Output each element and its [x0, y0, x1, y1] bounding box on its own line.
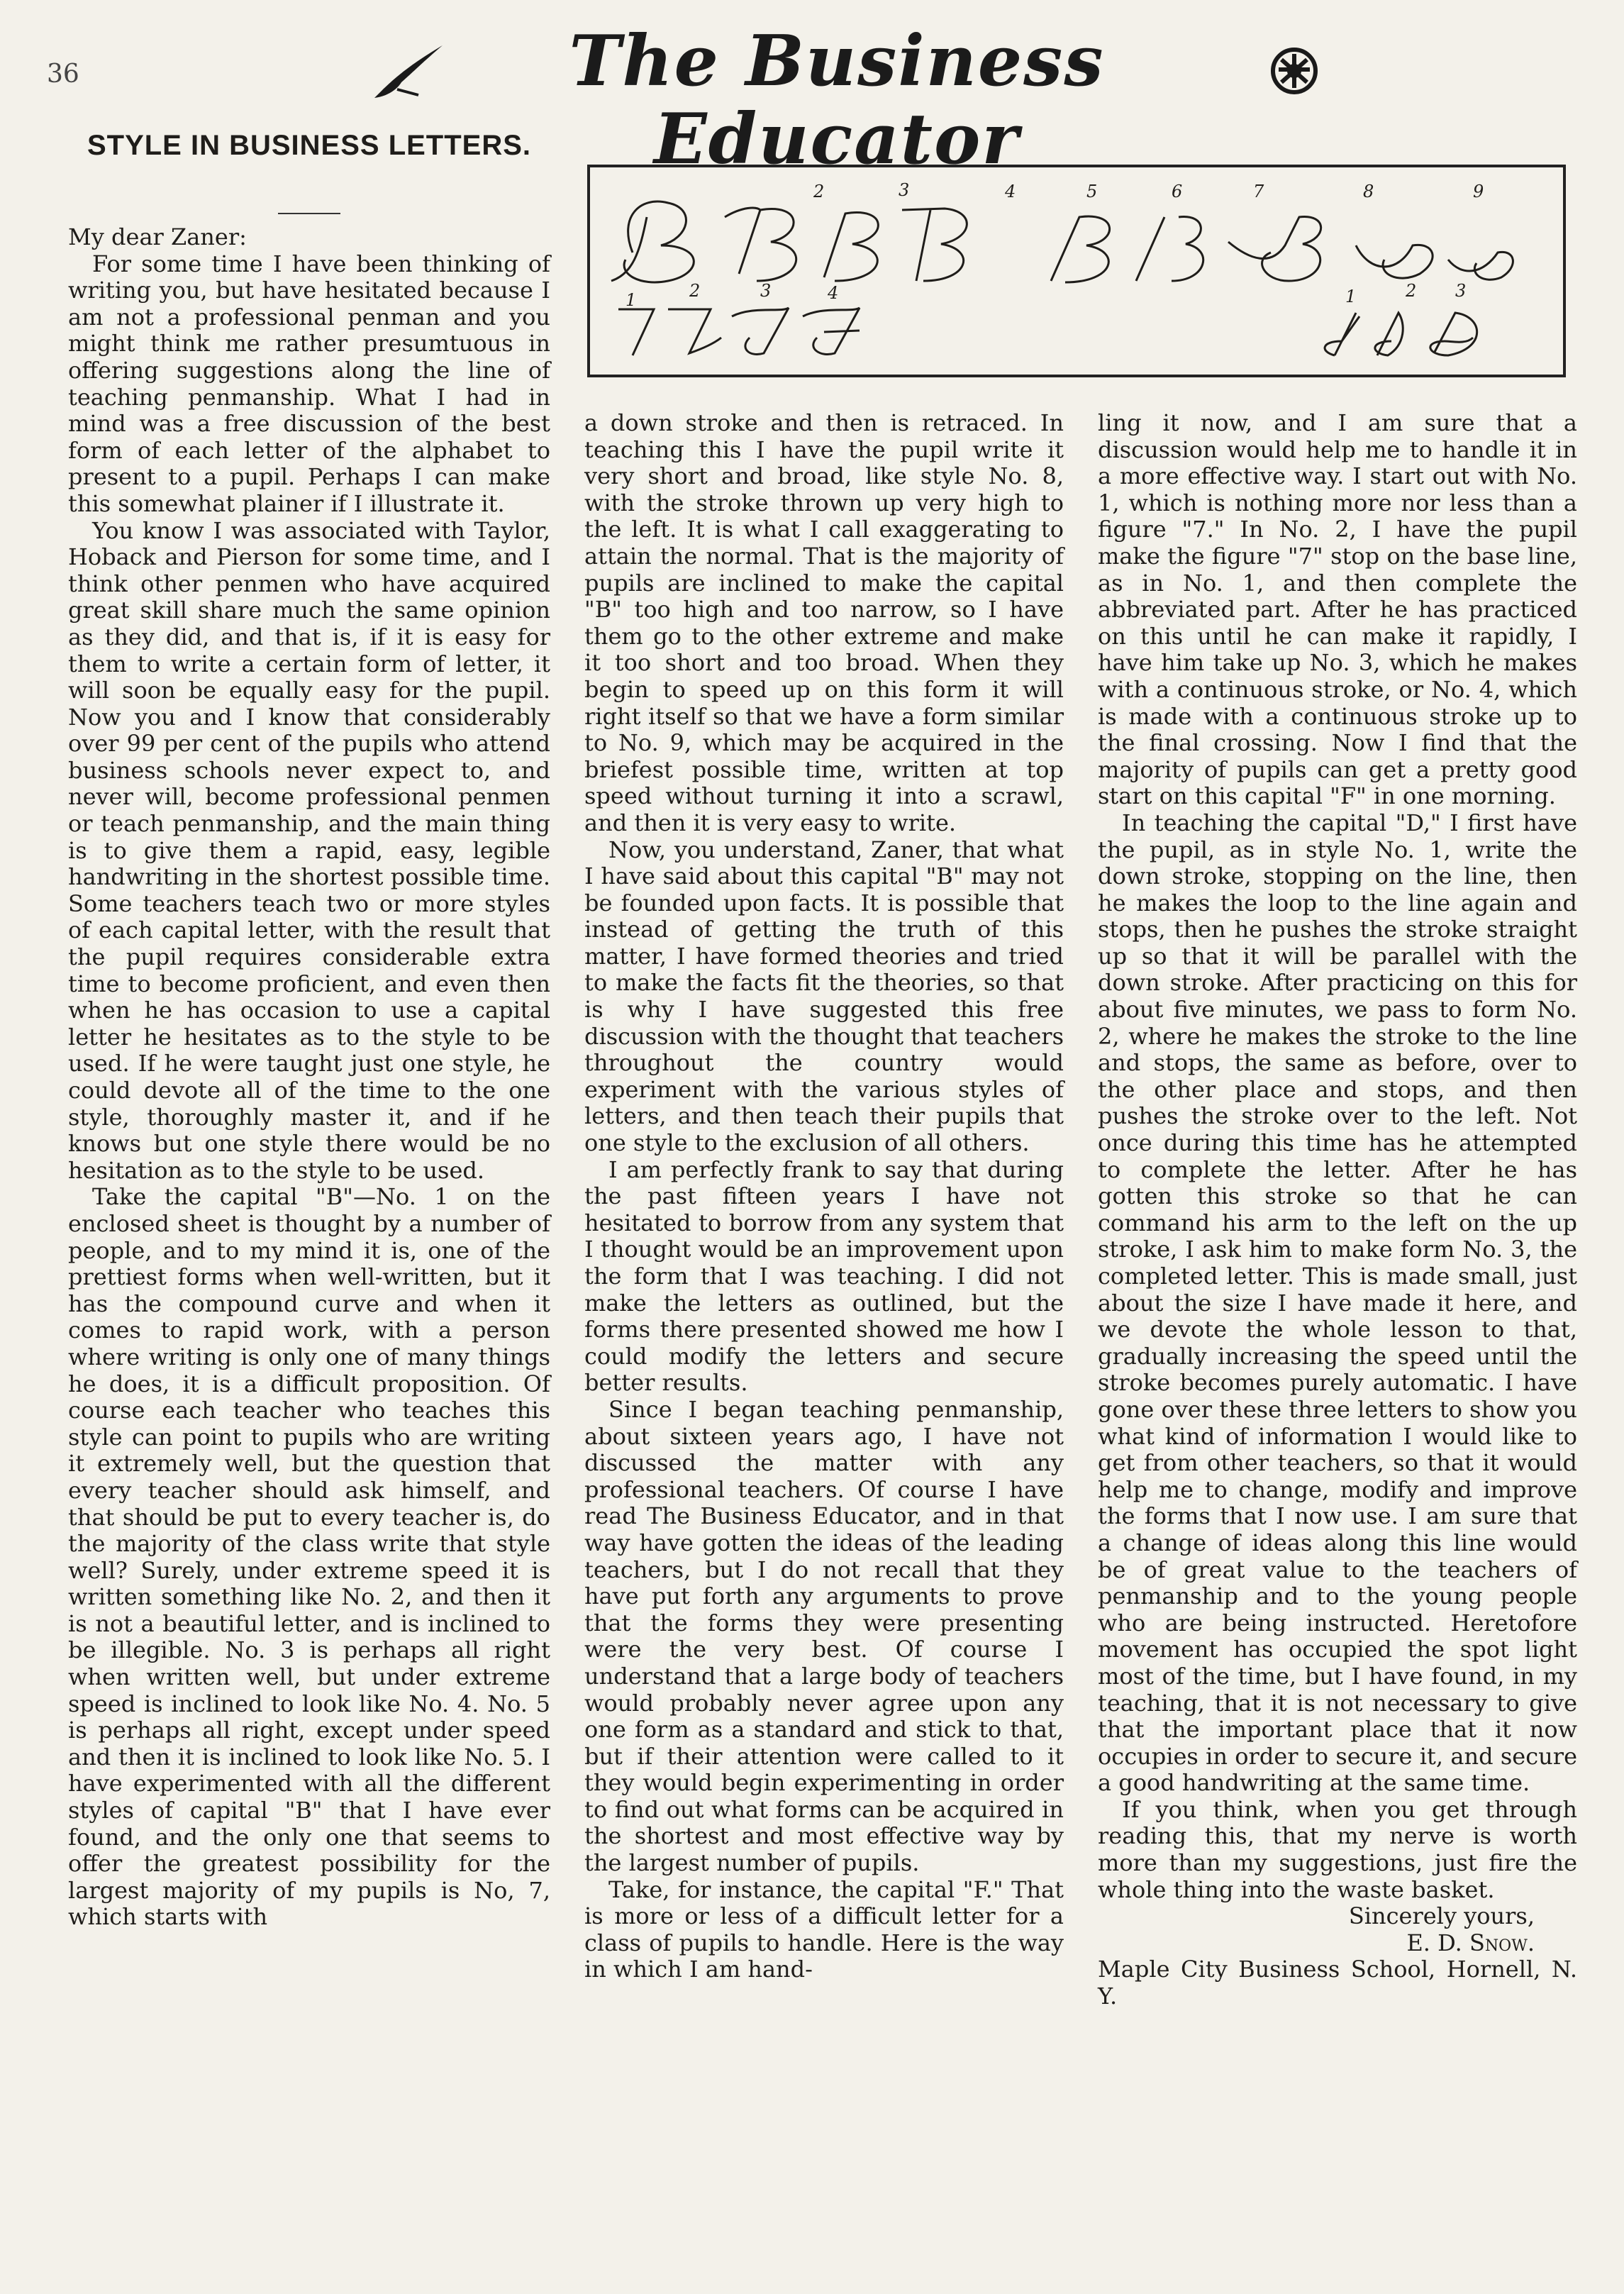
b-num-7: 7	[1253, 182, 1264, 201]
salutation: My dear Zaner:	[68, 223, 247, 250]
page-number: 36	[47, 60, 79, 89]
b-num-9: 9	[1473, 182, 1484, 201]
b-num-5: 5	[1086, 182, 1098, 201]
b-form-3	[824, 213, 878, 281]
signer-address: Maple City Business School, Hornell, N. Y.	[1098, 1956, 1577, 2010]
f-num-4: 4	[828, 283, 839, 303]
article-column-3	[1098, 410, 1577, 2010]
b-form-4	[902, 209, 967, 281]
paragraph: Take the capital "B"—No. 1 on the enclosed sheet is thought by a number of people, and to my mind it is, one of the prettiest forms when well-written, but it has the compound curve and when it comes to rapid work, with a person where writing is only one of many things he does, it is a difficult proposition. Of course each teacher who teaches this style can point to pupils who are writing it extremely well, but the question that every teacher should ask himself, and that should be put to every teacher is, do the majority of the class write that style well? Surely, under extreme speed it is written something like No. 2, and then it is not a beautiful letter, and is inclined to be illegible. No. 3 is perhaps all right when written well, but under extreme speed is inclined to look like No. 4. No. 5 is perhaps all right, except under speed and then it is inclined to look like No. 5. I have experimented with all the different styles of capital "B" that I have ever found, and the only one that seems to offer the greatest possibility for the largest majority of my pupils is No, 7, which starts with	[68, 1183, 550, 1931]
b-num-8: 8	[1363, 182, 1374, 201]
d-num-1: 1	[1345, 287, 1357, 306]
paragraph: Now, you understand, Zaner, that what I have said about this capital "B" may not be founded upon facts. It is possible that instead of getting the truth of this matter, I have formed theories and tried to make the facts fit the theories, so that is why I have suggested this free discussion with the thought that teachers throughout the country would experiment with the various styles of letters, and then teach their pupils that one style to the exclusion of all others.	[584, 836, 1064, 1157]
d-form-1	[1325, 313, 1359, 355]
f-num-1: 1	[625, 290, 637, 310]
title-rule	[278, 213, 340, 214]
f-form-3	[732, 308, 789, 354]
paragraph: Take, for instance, the capital "F." That is more or less of a difficult letter for a class of pupils to handle. Here is the way in which I am hand-	[584, 1875, 1064, 1983]
specimen-plate	[587, 165, 1566, 377]
f-form-1	[618, 309, 654, 355]
closing: Sincerely yours,	[1348, 1902, 1535, 1930]
f-form-4	[803, 308, 860, 354]
b-num-6: 6	[1172, 182, 1183, 201]
f-form-2	[668, 309, 721, 353]
b-form-9	[1448, 252, 1513, 279]
paragraph: You know I was associated with Taylor, Hoback and Pierson for some time, and I think other penmen who have acquired great skill share much the same opinion as they did, and that is, if it is easy for them to write a certain form of letter, it will soon be equally easy for the pupil. Now you and I know that considerably over 99 per cent of the pupils who attend business schools never expect to, and never will, become professional penmen or teach penmanship, and the main thing is to give them a rapid, easy, legible handwriting in the shortest possible time. Some teachers teach two or more styles of each capital letter, with the result that the pupil requires considerable extra time to become proficient, and even then when he has occasion to use a capital letter he hesitates as to the style to be used. If he were taught just one style, he could devote all of the time to the one style, thoroughly master it, and if he knows but one style there would be no hesitation as to the style to be used.	[68, 516, 550, 1184]
quill-icon	[369, 40, 447, 104]
b-form-6	[1136, 217, 1203, 281]
paragraph: a down stroke and then is retraced. In teaching this I have the pupil write it very short and broad, like style No. 8, with the stroke thrown up very high to the left. It is what I call exaggerating to attain the normal. That is the majority of pupils are inclined to make the capital "B" too high and too narrow, so I have them go to the other extreme and make it too short and too broad. When they begin to speed up on this form it will right itself so that we have a form similar to No. 9, which may be acquired in the briefest possible time, written at top speed without turning it into a scrawl, and then it is very easy to write.	[584, 409, 1064, 836]
f-num-2: 2	[689, 281, 701, 301]
d-form-2	[1375, 313, 1403, 355]
capital-letter-specimens	[590, 167, 1563, 375]
paragraph: If you think, when you get through reading this, that my nerve is worth more than my suggestions, just fire the whole thing into the waste basket.	[1098, 1795, 1577, 1903]
d-form-3	[1430, 313, 1477, 355]
b-form-5	[1051, 216, 1110, 282]
emblem-icon	[1266, 41, 1323, 98]
paragraph: In teaching the capital "D," I first have the pupil, as in style No. 1, write the down stroke, stopping on the line, then he makes the loop to the line again and stops, then he pushes the stroke straight up so that it will be parallel with the down stroke. After practicing on this for about five minutes, we pass to form No. 2, where he makes the stroke to the line and stops, the same as before, over to the other place and stops, and then pushes the stroke over to the left. Not once during this time has he attempted to complete the letter. After he has gotten this stroke so that he can command his arm to the left on the up stroke, I ask him to make form No. 3, the completed letter. This is made small, just about the size I have made it here, and we devote the whole lesson to that, gradually increasing the speed until the stroke becomes purely automatic. I have gone over these three letters to show you what kind of information I would like to get from other teachers, so that it would help me to change, modify and improve the forms that I now use. I am sure that a change of ideas along this line would be of great value to the teachers of penmanship and to the young people who are being instructed. Heretofore movement has occupied the spot light most of the time, but I have found, in my teaching, that it is not necessary to give that the important place that it now occupies in order to secure it, and secure a good handwriting at the same time.	[1098, 809, 1577, 1797]
paragraph: ling it now, and I am sure that a discussion would help me to handle it in a more effective way. I start out with No. 1, which is nothing more nor less than a figure "7." In No. 2, I have the pupil make the figure "7" stop on the base line, as in No. 1, and then complete the abbreviated part. After he has practiced on this until he can make it rapidly, I have him take up No. 3, which he makes with a continuous stroke, or No. 4, which is made with a continuous stroke up to the final crossing. Now I find that the majority of pupils can get a pretty good start on this capital "F" in one morning.	[1098, 409, 1577, 810]
paragraph: For some time I have been thinking of writing you, but have hesitated because I am not a professional penman and you might think me rather presumtuous in offering suggestions along the line of teaching penmanship. What I had in mind was a free discussion of the best form of each letter of the alphabet to present to a pupil. Perhaps I can make this somewhat plainer if I illustrate it.	[68, 250, 550, 517]
b-num-2: 2	[813, 182, 825, 201]
article-column-2	[584, 410, 1064, 1983]
f-num-3: 3	[760, 281, 772, 301]
article-title: STYLE IN BUSINESS LETTERS.	[87, 130, 532, 161]
d-num-3: 3	[1455, 281, 1467, 301]
paragraph: I am perfectly frank to say that during the past fifteen years I have not hesitated to borrow from any system that I thought would be an improvement upon the form that I was teaching. I did not make the letters as outlined, but the forms there presented showed me how I could modify the letters and secure better results.	[584, 1156, 1064, 1397]
paragraph: Since I began teaching penmanship, about sixteen years ago, I have not discussed the matter with any professional teachers. Of course I have read The Business Educator, and in that way have gotten the ideas of the leading teachers, but I do not recall that they have put forth any arguments to prove that the forms they were presenting were the very best. Of course I understand that a large body of teachers would probably never agree upon any one form as a standard and stick to that, but if their attention were called to it they would begin experimenting in order to find out what forms can be acquired in the shortest and most effective way by the largest number of pupils.	[584, 1395, 1064, 1877]
b-num-3: 3	[899, 180, 910, 200]
d-num-2: 2	[1406, 281, 1417, 301]
article-column-1	[68, 224, 550, 1931]
masthead-title: The Business Educator	[569, 21, 1105, 180]
b-num-4: 4	[1005, 182, 1016, 201]
b-form-7	[1228, 217, 1321, 281]
signer-name: E. D. Snow.	[1406, 1929, 1535, 1956]
b-form-8	[1356, 245, 1433, 278]
b-form-1	[611, 201, 694, 282]
b-form-2	[725, 208, 796, 281]
